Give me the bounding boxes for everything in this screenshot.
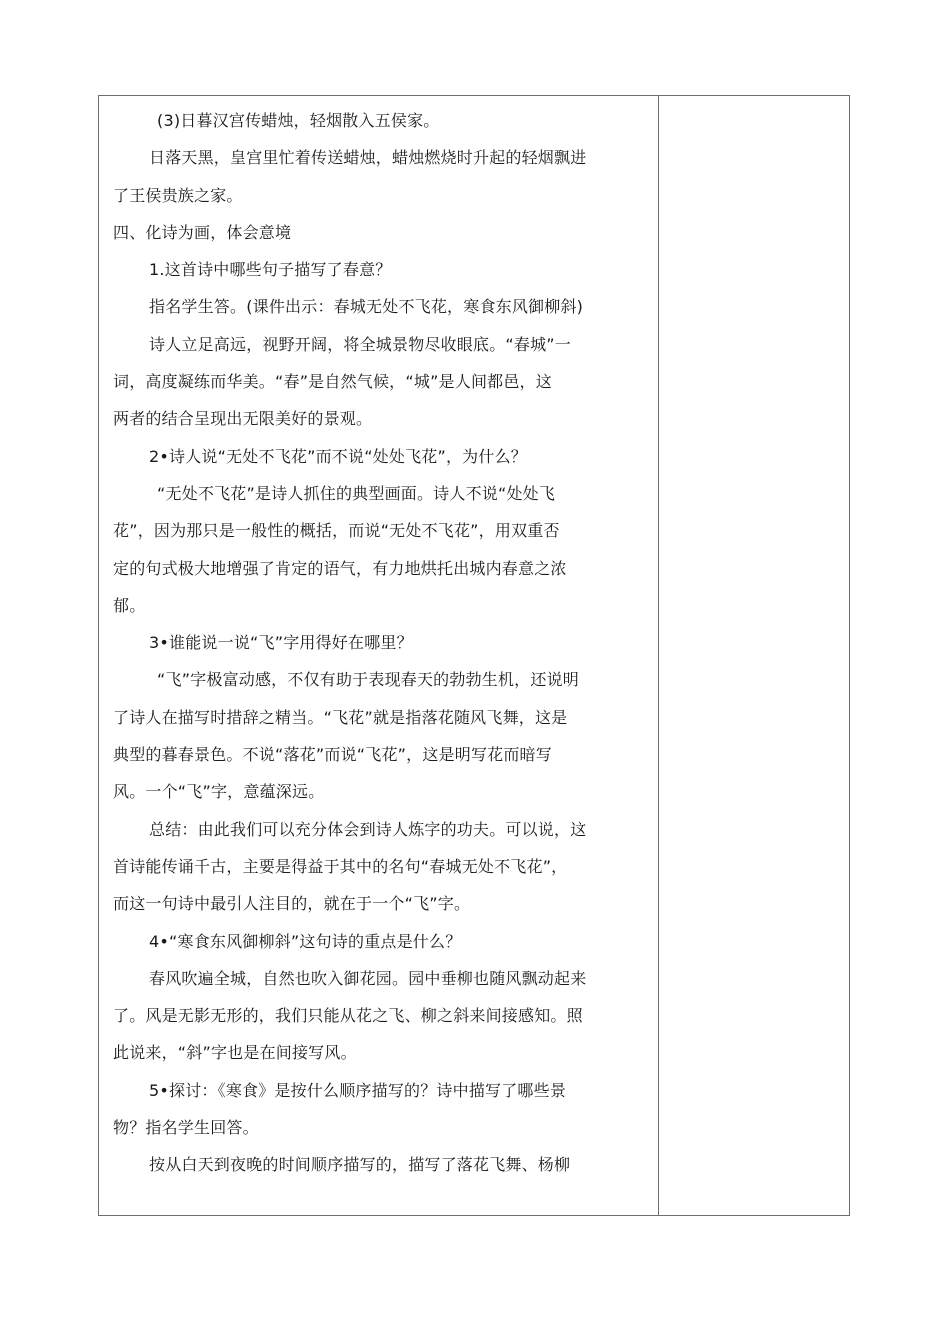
- lesson-content-cell: [99, 96, 659, 1215]
- text-line: (3)日暮汉宫传蜡烛，轻烟散入五侯家。: [157, 111, 440, 130]
- question-line: 2•诗人说“无处不飞花”而不说“处处飞花”，为什么？: [149, 446, 527, 466]
- text-line: 了诗人在描写时措辞之精当。“飞花”就是指落花随风飞舞，这是: [113, 707, 568, 727]
- text-line: 了王侯贵族之家。: [113, 185, 243, 205]
- text-line: 首诗能传诵千古，主要是得益于其中的名句“春城无处不飞花”，: [113, 856, 568, 876]
- text-line: “飞”字极富动感，不仅有助于表现春天的勃勃生机，还说明: [157, 670, 579, 690]
- text-line: 按从白天到夜晚的时间顺序描写的，描写了落花飞舞、杨柳: [149, 1155, 571, 1175]
- text-line: 物？指名学生回答。: [113, 1118, 259, 1138]
- text-line: 指名学生答。(课件出示：春城无处不飞花，寒食东风御柳斜): [149, 297, 584, 317]
- text-line: 日落天黑，皇宫里忙着传送蜡烛，蜡烛燃烧时升起的轻烟飘进: [149, 148, 587, 168]
- question-line: 1.这首诗中哪些句子描写了春意？: [149, 260, 392, 280]
- text-line: 风。一个“飞”字，意蕴深远。: [113, 782, 325, 802]
- text-line: 两者的结合呈现出无限美好的景观。: [113, 409, 373, 429]
- text-line: 此说来，“斜”字也是在间接写风。: [113, 1043, 357, 1063]
- text-line: 郁。: [113, 595, 146, 615]
- notes-cell: [659, 96, 849, 1215]
- text-line: 花”，因为那只是一般性的概括，而说“无处不飞花”，用双重否: [113, 521, 560, 541]
- question-line: 3•谁能说一说“飞”字用得好在哪里？: [149, 633, 413, 653]
- text-line: 诗人立足高远，视野开阔，将全城景物尽收眼底。“春城”一: [149, 334, 571, 354]
- text-line: 定的句式极大地增强了肯定的语气，有力地烘托出城内春意之浓: [113, 558, 567, 578]
- text-line: 词，高度凝练而华美。“春”是自然气候，“城”是人间都邑，这: [113, 372, 552, 392]
- question-line: 5•探讨：《寒食》是按什么顺序描写的？诗中描写了哪些景: [149, 1080, 567, 1100]
- summary-line: 总结：由此我们可以充分体会到诗人炼字的功夫。可以说，这: [149, 819, 587, 839]
- text-line: 典型的暮春景色。不说“落花”而说“飞花”，这是明写花而暗写: [113, 745, 552, 765]
- text-line: 而这一句诗中最引人注目的，就在于一个“飞”字。: [113, 894, 471, 914]
- text-line: 了。风是无影无形的，我们只能从花之飞、柳之斜来间接感知。照: [113, 1006, 583, 1026]
- text-line: 春风吹遍全城，自然也吹入御花园。园中垂柳也随风飘动起来: [149, 968, 587, 988]
- text-line: “无处不飞花”是诗人抓住的典型画面。诗人不说“处处飞: [157, 483, 556, 503]
- lesson-table: [98, 95, 850, 1216]
- section-heading: 四、化诗为画，体会意境: [113, 222, 292, 242]
- question-line: 4•“寒食东风御柳斜”这句诗的重点是什么？: [149, 931, 462, 951]
